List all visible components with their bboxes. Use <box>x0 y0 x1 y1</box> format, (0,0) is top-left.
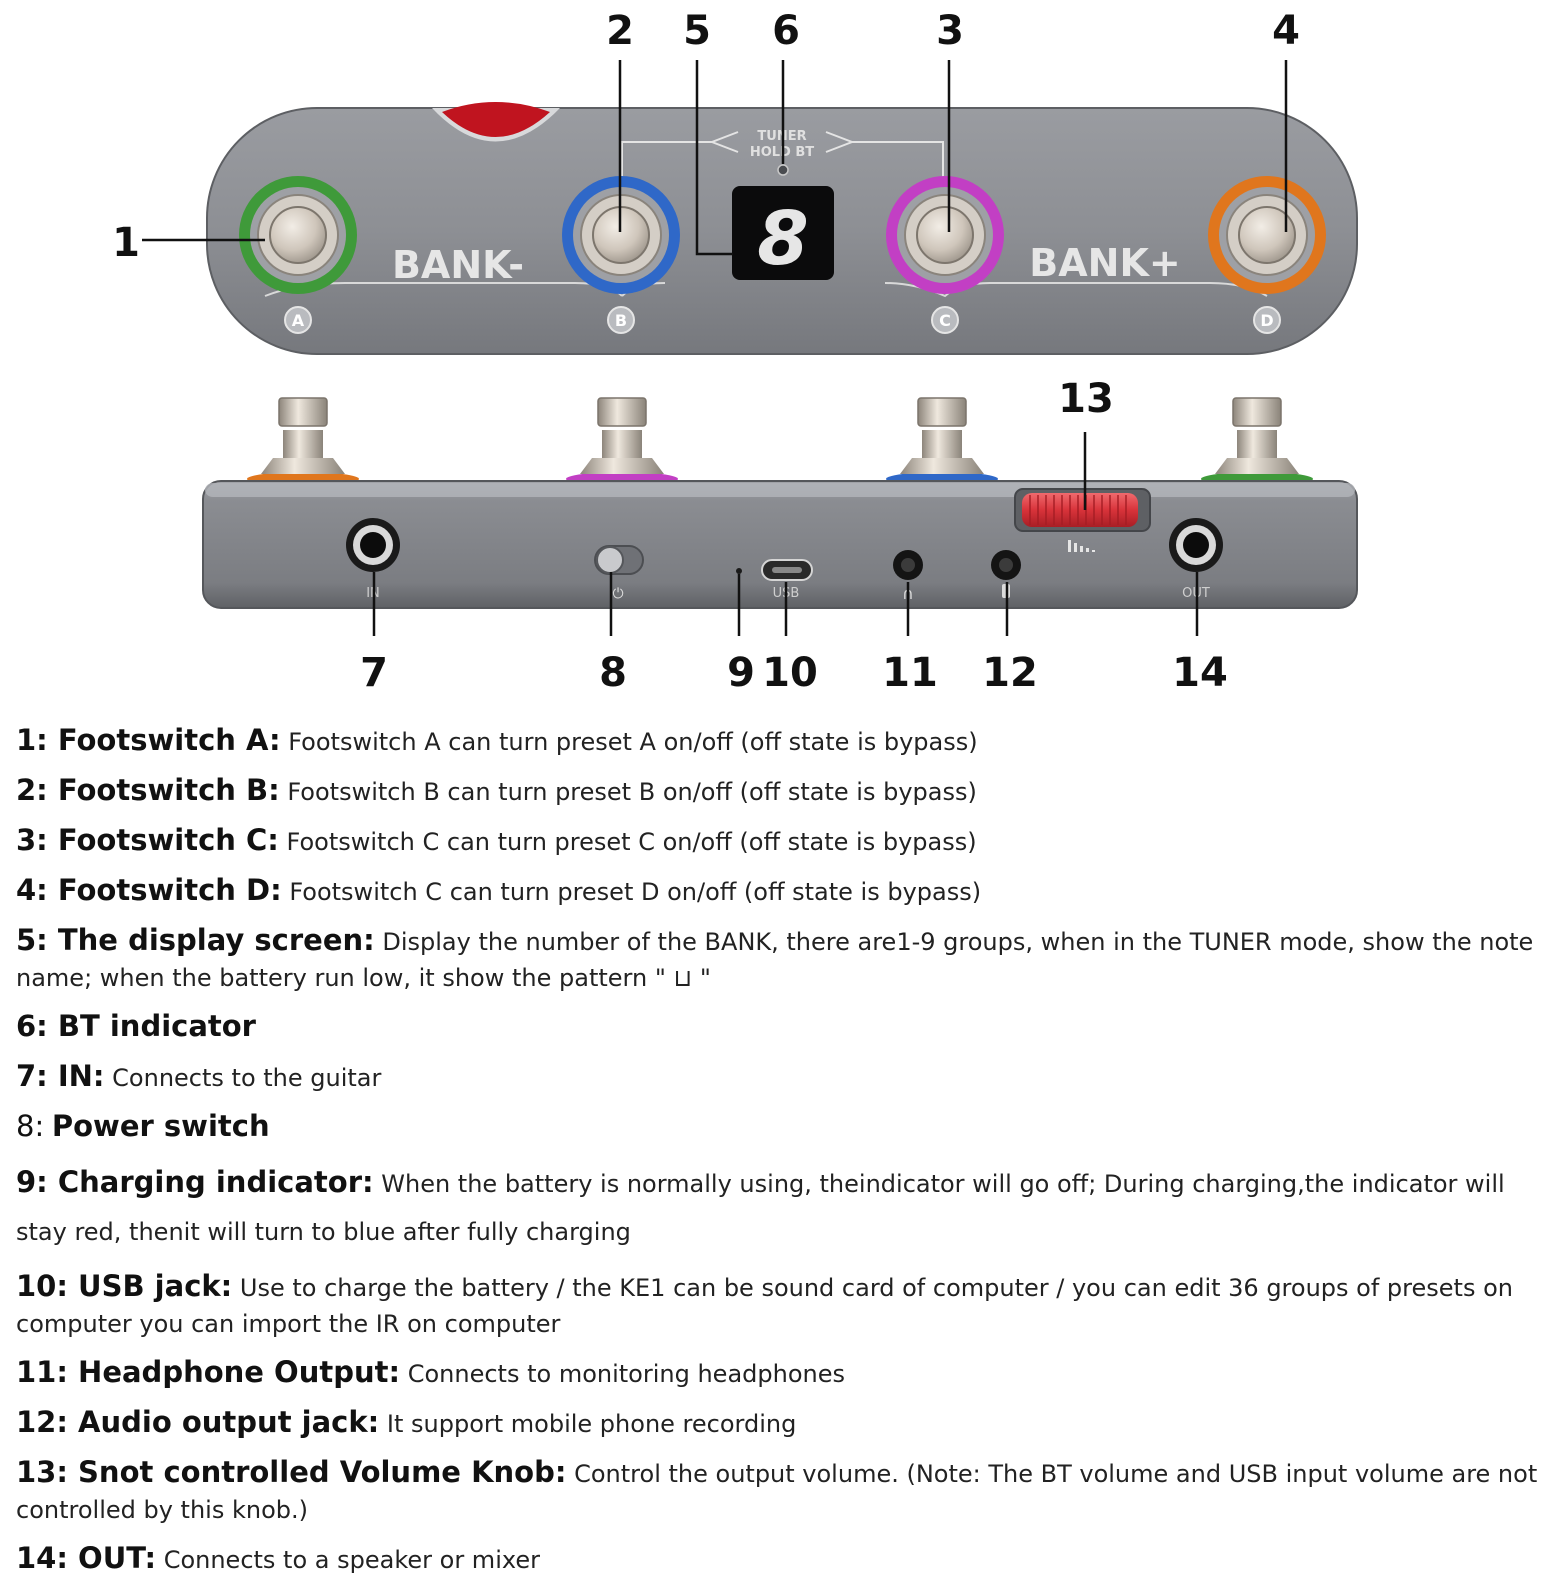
device-diagram <box>0 0 1567 700</box>
callout-11: 11 <box>882 650 938 696</box>
footswitch-cap <box>917 207 973 263</box>
stem-body <box>1237 430 1277 458</box>
legend-desc: Connects to a speaker or mixer <box>163 1546 540 1574</box>
legend-key: 5: The display screen: <box>16 923 375 957</box>
legend-key: 10: USB jack: <box>16 1269 233 1303</box>
stem-body <box>602 430 642 458</box>
callout-10: 10 <box>762 650 818 696</box>
callout-5: 5 <box>683 8 711 54</box>
legend-key: 1: Footswitch A: <box>16 723 281 757</box>
callout-1: 1 <box>112 220 140 266</box>
display-digit: 8 <box>757 196 809 282</box>
switch-badge-label: A <box>291 311 305 330</box>
legend-key: 2: Footswitch B: <box>16 773 280 807</box>
legend-key: 14: OUT: <box>16 1541 157 1575</box>
callout-3: 3 <box>936 8 964 54</box>
legend-item-7 <box>16 1058 1556 1096</box>
footswitch-stem[interactable] <box>566 398 678 486</box>
legend-desc: Connects to monitoring headphones <box>407 1360 845 1388</box>
legend-item-6 <box>16 1008 1556 1046</box>
in-label: IN <box>366 586 380 601</box>
power-icon: ⏻ <box>612 586 624 602</box>
switch-badge-label: C <box>939 311 951 330</box>
footswitch-stem[interactable] <box>1201 398 1313 486</box>
legend-desc: Control the output volume. (Note: The BT volume and USB input volume are not controlled by this knob.) <box>16 1460 1538 1524</box>
device-side-view <box>203 398 1357 608</box>
headphone-icon: ∩ <box>902 584 914 603</box>
stem-body <box>283 430 323 458</box>
switch-badge-label: D <box>1260 311 1274 330</box>
feature-legend <box>16 722 1556 1590</box>
stem-nut <box>1215 458 1299 474</box>
legend-key-number: 8: <box>16 1109 45 1143</box>
legend-item-9 <box>16 1158 1556 1256</box>
legend-key: 4: Footswitch D: <box>16 873 282 907</box>
volume-knob[interactable] <box>1022 493 1138 527</box>
usb-label: USB <box>772 586 800 601</box>
legend-desc: It support mobile phone recording <box>386 1410 797 1438</box>
footswitch-cap <box>270 207 326 263</box>
footswitch-stem[interactable] <box>886 398 998 486</box>
stem-body <box>922 430 962 458</box>
legend-key: 7: IN: <box>16 1059 105 1093</box>
callout-4: 4 <box>1272 8 1300 54</box>
stem-cap <box>598 398 646 426</box>
bt-indicator-led <box>778 165 788 175</box>
bank-plus-label: BANK+ <box>1029 241 1181 285</box>
stem-cap <box>1233 398 1281 426</box>
legend-desc: Connects to the guitar <box>112 1064 382 1092</box>
legend-desc: Footswitch A can turn preset A on/off (off state is bypass) <box>288 728 978 756</box>
legend-key: 6: BT indicator <box>16 1009 256 1043</box>
legend-desc: Footswitch C can turn preset D on/off (off state is bypass) <box>289 878 982 906</box>
tuner-label: TUNER <box>757 129 807 144</box>
legend-item-10 <box>16 1268 1556 1342</box>
legend-desc: When the battery is normally using, theindicator will go off; During charging,the indicator will stay red, thenit will turn to blue after fully charging <box>16 1170 1505 1246</box>
legend-key: 3: Footswitch C: <box>16 823 279 857</box>
legend-item-14 <box>16 1540 1556 1578</box>
callout-2: 2 <box>606 8 634 54</box>
out-label: OUT <box>1182 586 1210 601</box>
bank-minus-label: BANK- <box>391 243 525 287</box>
callout-7: 7 <box>360 650 388 696</box>
callout-9: 9 <box>727 650 755 696</box>
legend-item-12 <box>16 1404 1556 1442</box>
callout-12: 12 <box>982 650 1038 696</box>
legend-key: 12: Audio output jack: <box>16 1405 380 1439</box>
stem-nut <box>900 458 984 474</box>
stem-cap <box>279 398 327 426</box>
legend-desc: Footswitch B can turn preset B on/off (off state is bypass) <box>287 778 977 806</box>
footswitch-stem[interactable] <box>247 398 359 486</box>
stem-nut <box>261 458 345 474</box>
callout-6: 6 <box>772 8 800 54</box>
legend-item-5 <box>16 922 1556 996</box>
callout-14: 14 <box>1172 650 1228 696</box>
stem-cap <box>918 398 966 426</box>
legend-desc: Display the number of the BANK, there are1-9 groups, when in the TUNER mode, show the note name; when the battery run low, it show the pattern " ⊔ " <box>16 928 1534 992</box>
legend-desc: Use to charge the battery / the KE1 can be sound card of computer / you can edit 36 groups of presets on computer you can import the IR on computer <box>16 1274 1513 1338</box>
legend-key: 9: Charging indicator: <box>16 1165 374 1199</box>
legend-item-4 <box>16 872 1556 910</box>
legend-key: Power switch <box>51 1109 270 1143</box>
charging-indicator-led <box>736 568 742 574</box>
hold-bt-label: HOLD BT <box>749 145 815 160</box>
legend-item-13 <box>16 1454 1556 1528</box>
switch-badge-label: B <box>614 311 628 330</box>
legend-item-1 <box>16 722 1556 760</box>
legend-key: 13: Snot controlled Volume Knob: <box>16 1455 567 1489</box>
legend-item-8 <box>16 1108 1556 1146</box>
legend-item-2 <box>16 772 1556 810</box>
legend-item-3 <box>16 822 1556 860</box>
legend-desc: Footswitch C can turn preset C on/off (off state is bypass) <box>286 828 977 856</box>
callout-13: 13 <box>1058 376 1114 422</box>
stem-nut <box>580 458 664 474</box>
callout-8: 8 <box>599 650 627 696</box>
legend-item-11 <box>16 1354 1556 1392</box>
legend-key: 11: Headphone Output: <box>16 1355 401 1389</box>
